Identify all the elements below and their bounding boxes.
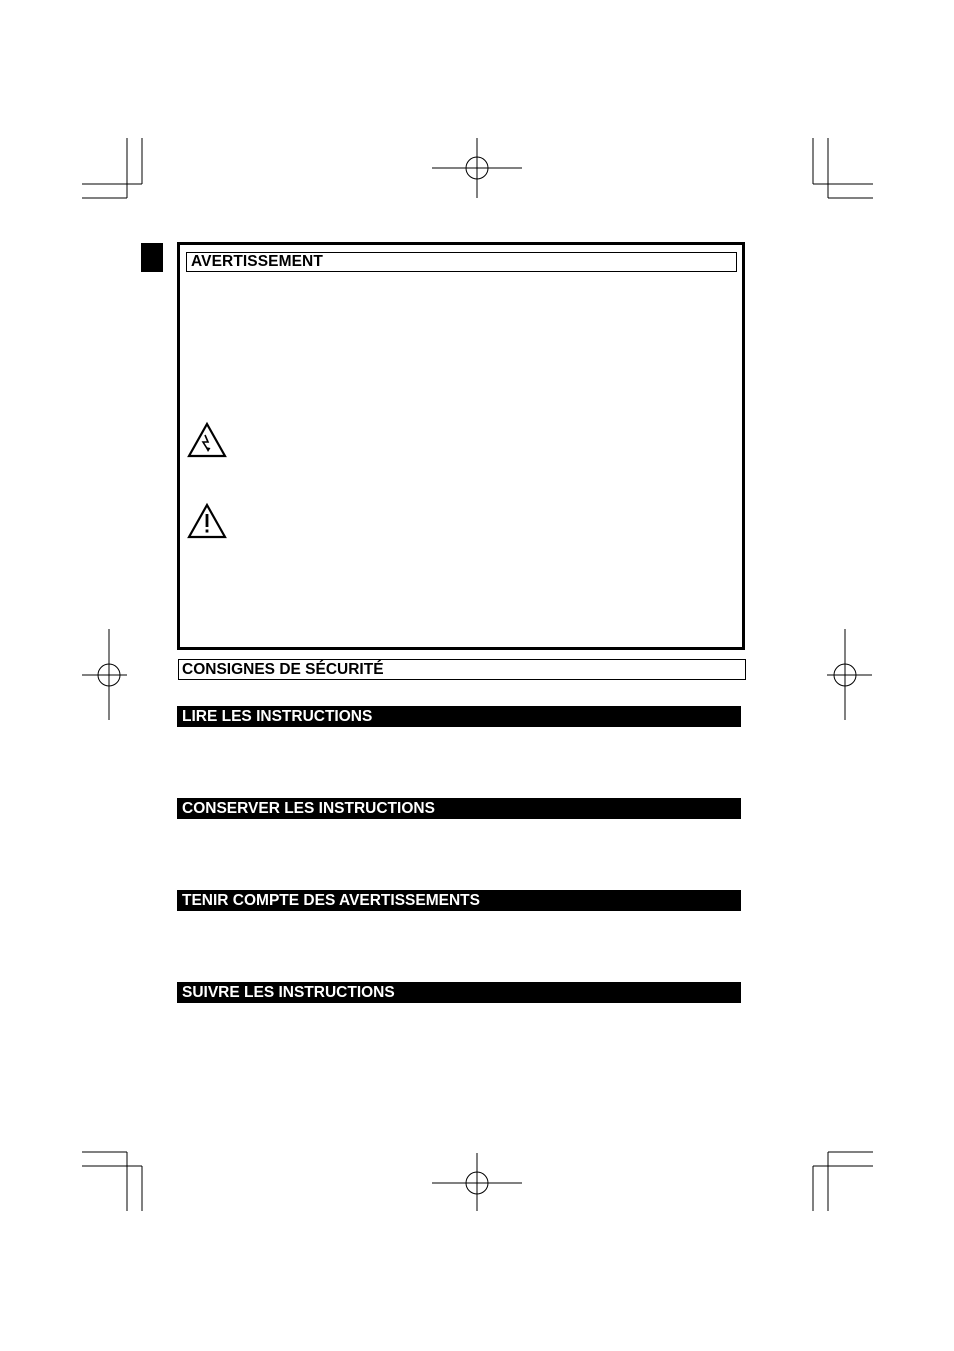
exclamation-triangle-icon [186, 502, 228, 540]
safety-heading: CONSIGNES DE SÉCURITÉ [178, 659, 746, 680]
warning-box [177, 242, 745, 650]
section-read-instructions: LIRE LES INSTRUCTIONS [177, 706, 741, 727]
section-heed-warnings: TENIR COMPTE DES AVERTISSEMENTS [177, 890, 741, 911]
warning-title: AVERTISSEMENT [186, 252, 737, 272]
section-follow-instructions: SUIVRE LES INSTRUCTIONS [177, 982, 741, 1003]
lightning-triangle-icon [186, 421, 228, 459]
section-keep-instructions: CONSERVER LES INSTRUCTIONS [177, 798, 741, 819]
section-tab-marker [141, 243, 163, 272]
